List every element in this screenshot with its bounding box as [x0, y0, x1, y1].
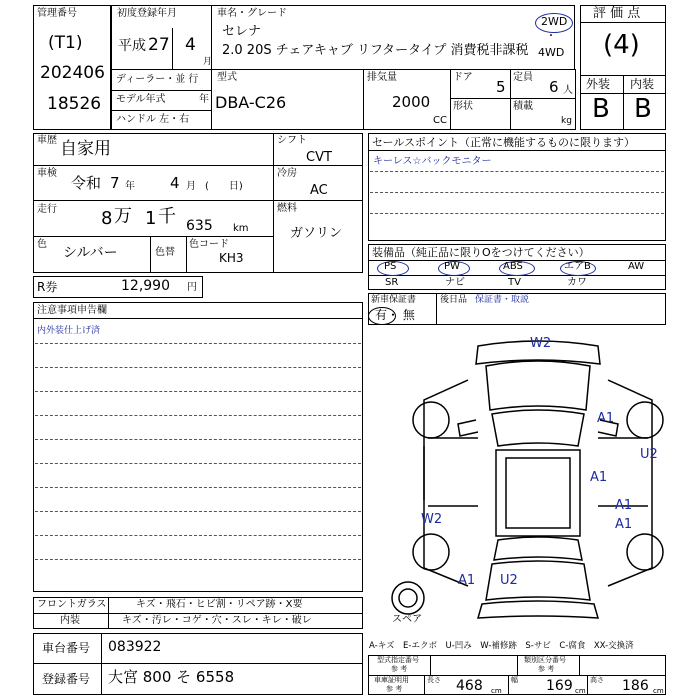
sen-unit: 千	[158, 206, 176, 227]
eval-label: 評 価 点	[593, 6, 641, 21]
era: 平成	[118, 38, 146, 54]
ext-label: 外装	[586, 77, 611, 91]
drive-4wd: 4WD	[538, 46, 565, 59]
grade: 2.0 20S チェアキャブ リフタータイプ 消費税非課税	[222, 43, 529, 58]
color-label: 色	[37, 239, 47, 250]
inspection-month: 4	[170, 174, 180, 192]
load-label: 積載	[513, 101, 533, 112]
cc-unit: CC	[433, 115, 447, 126]
class-ref: 参 考	[538, 665, 555, 673]
sales-line-1: キーレス☆バックモニター	[373, 156, 492, 167]
equip-sr: SR	[385, 277, 399, 288]
damage-mark-9: U2	[500, 573, 518, 588]
fuel-label: 燃料	[277, 203, 297, 214]
inspection-month-unit: 月	[186, 181, 196, 192]
warranty-value: 有・ 無	[375, 308, 415, 322]
dealer-label: ディーラー・並 行	[116, 74, 199, 85]
reg-month: 4	[185, 35, 196, 55]
damage-mark-6: A1	[615, 517, 633, 532]
mgmt-number-2: 18526	[47, 94, 102, 114]
equip-abs: ABS	[503, 261, 523, 272]
color-code-value: KH3	[219, 251, 244, 265]
shape-label: 形状	[453, 101, 473, 112]
color-value: シルバー	[63, 245, 118, 261]
equip-aw: AW	[628, 261, 645, 272]
cert-label: 車庫証明用	[374, 676, 409, 684]
kg-unit: kg	[561, 116, 572, 126]
damage-mark-7: W2	[421, 512, 443, 527]
era-year: 27	[148, 35, 170, 55]
damage-mark-1: W2	[530, 336, 552, 351]
plate-label: 登録番号	[42, 672, 91, 686]
legend: A-キズ E-エクボ U-凹み W-補修跡 S-サビ C-腐食 XX-交換済	[369, 641, 634, 651]
km-unit: km	[233, 223, 249, 234]
car-diagram	[368, 328, 668, 628]
inspection-year: 7	[110, 174, 120, 192]
capacity-value: 6	[549, 78, 559, 96]
later-label: 後日品	[440, 295, 468, 305]
damage-mark-5: A1	[615, 498, 633, 513]
notes-box	[33, 302, 363, 592]
chassis-label: 車台番号	[42, 641, 91, 655]
height-unit: cm	[653, 687, 664, 695]
inspection-era: 令和	[71, 174, 102, 192]
month-unit: 月	[203, 57, 213, 67]
ac-label: 冷房	[277, 168, 297, 179]
front-glass-label: フロントガラス	[37, 599, 107, 610]
int-label: 内装	[630, 77, 655, 91]
inspection-day-unit: ( 日)	[205, 181, 243, 192]
chassis-value: 083922	[108, 639, 162, 655]
equip-pw: PW	[444, 261, 460, 272]
mileage-sen: 1	[145, 208, 157, 229]
int-grade: B	[634, 94, 652, 124]
damage-mark-3: U2	[640, 447, 658, 462]
equip-leather: カワ	[567, 277, 587, 288]
type-cert-label: 型式指定番号	[377, 656, 419, 664]
history-label: 車歴	[37, 135, 57, 146]
notes-label: 注意事項申告欄	[37, 305, 107, 316]
sales-label: セールスポイント（正常に機能するものに限ります）	[372, 136, 636, 149]
interior-items: キズ・汚レ・コゲ・穴・スレ・キレ・破レ	[122, 615, 312, 626]
damage-mark-8: A1	[458, 573, 476, 588]
type-value: DBA-C26	[215, 93, 287, 112]
interior-label: 内装	[60, 615, 80, 626]
ext-grade: B	[592, 94, 610, 124]
r-ticket-box	[33, 276, 203, 298]
eval-score: (4)	[603, 30, 640, 60]
mgmt-label: 管理番号	[37, 8, 77, 19]
front-glass-items: キズ・飛石・ヒビ割・リペア跡・X要	[136, 599, 303, 610]
length-label: 長さ	[427, 676, 441, 684]
mgmt-number-1: 202406	[40, 63, 105, 83]
car-name: セレナ	[222, 24, 262, 39]
length-value: 468	[456, 678, 483, 694]
displacement-label: 排気量	[367, 72, 397, 83]
spare-label: スペア	[392, 614, 422, 625]
handle-label: ハンドル 左・右	[116, 114, 190, 125]
model-year-unit: 年	[199, 94, 209, 105]
capacity-label: 定員	[513, 72, 533, 83]
yen-unit: 円	[187, 282, 197, 293]
model-year-label: モデル年式	[116, 94, 166, 105]
ac-value: AC	[310, 183, 328, 198]
r-ticket-label: R券	[37, 280, 58, 294]
history-value: 自家用	[60, 139, 111, 159]
drive-2wd: 2WD	[541, 15, 568, 28]
type-label: 型式	[217, 72, 237, 83]
man-unit: 万	[114, 206, 132, 227]
height-value: 186	[622, 678, 649, 694]
inspection-label: 車検	[37, 168, 57, 179]
cert-ref: 参 考	[386, 685, 403, 693]
first-reg-label: 初度登録年月	[117, 8, 177, 19]
later-value: 保証書・取説	[475, 295, 530, 305]
damage-mark-2: A1	[597, 411, 615, 426]
equip-label: 装備品（純正品に限りOをつけてください）	[372, 246, 590, 259]
equip-navi: ナビ	[445, 277, 465, 288]
mgmt-code: (T1)	[48, 33, 83, 53]
warranty-label: 新車保証書	[371, 295, 417, 305]
mileage-rest: 635	[186, 218, 213, 234]
damage-mark-4: A1	[590, 470, 608, 485]
notes-line-1: 内外装仕上げ済	[37, 326, 101, 336]
type-cert-ref: 参 考	[391, 665, 408, 673]
mileage-label: 走行	[37, 204, 57, 215]
drive-dot: ・	[546, 31, 556, 42]
recolor-label: 色替	[155, 247, 175, 258]
door-value: 5	[496, 78, 506, 96]
r-ticket-value: 12,990	[121, 278, 170, 294]
height-label: 高さ	[590, 676, 604, 684]
equip-ps: PS	[384, 261, 397, 272]
width-value: 169	[546, 678, 573, 694]
displacement-value: 2000	[392, 93, 431, 111]
class-label: 類別区分番号	[524, 656, 566, 664]
plate-value: 大宮 800 そ 6558	[108, 668, 235, 686]
equip-airbag: エアB	[564, 261, 591, 272]
equip-tv: TV	[508, 277, 521, 288]
car-name-box	[211, 5, 575, 70]
door-label: ドア	[453, 72, 473, 83]
car-name-label: 車名・グレード	[217, 8, 287, 19]
color-code-label: 色コード	[189, 239, 229, 250]
width-label: 幅	[511, 676, 518, 684]
length-unit: cm	[491, 687, 502, 695]
inspection-year-unit: 年	[125, 181, 135, 192]
shift-label: シフト	[277, 135, 307, 146]
width-unit: cm	[575, 687, 586, 695]
shift-value: CVT	[306, 150, 332, 165]
capacity-unit: 人	[563, 85, 573, 96]
mileage-man: 8	[101, 208, 113, 229]
fuel-value: ガソリン	[290, 226, 343, 241]
